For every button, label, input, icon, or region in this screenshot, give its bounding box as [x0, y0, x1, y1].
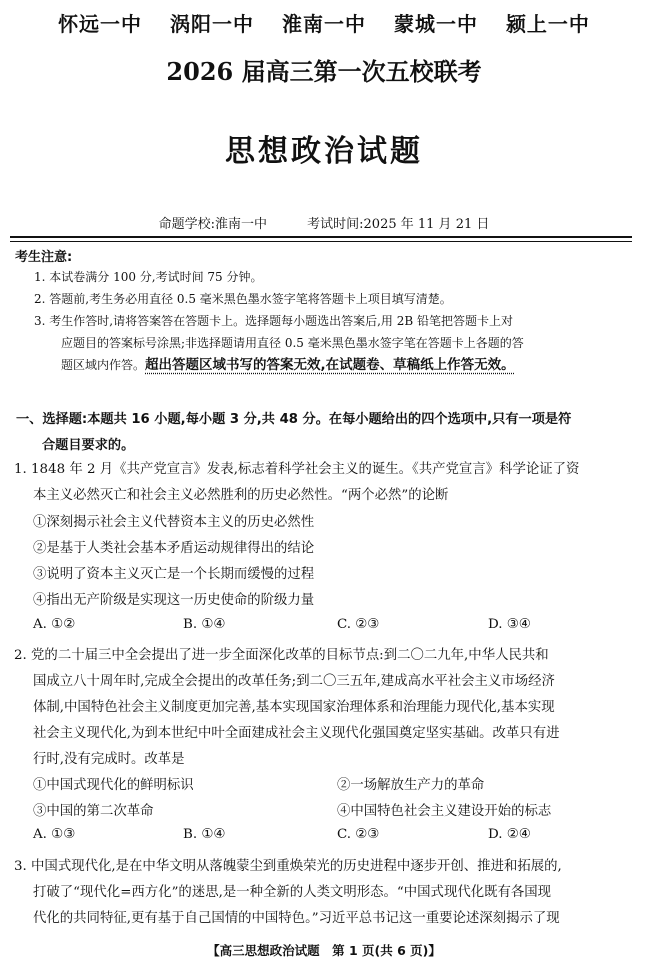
question-1-statement: ①深刻揭示社会主义代替资本主义的历史必然性 — [33, 515, 315, 530]
school-list — [0, 8, 648, 37]
question-2-stem: 社会主义现代化,为到本世纪中叶全面建成社会主义现代化强国奠定坚实基础。改革只有进 — [33, 726, 560, 741]
notice-emphasis: 超出答题区域书写的答案无效,在试题卷、草稿纸上作答无效。 — [145, 357, 515, 373]
notice-item-continued: 应题目的答案标号涂黑;非选择题请用直径 0.5 毫米黑色墨水签字笔在答题卡上各题的答 — [61, 336, 524, 350]
question-3-stem: 3. 中国式现代化,是在中华文明从落魄蒙尘到重焕荣光的历史进程中逐步开创、推进和拓展的, — [14, 859, 562, 874]
question-2-statement: ④中国特色社会主义建设开始的标志 — [337, 804, 552, 819]
question-2-statement: ②一场解放生产力的革命 — [337, 778, 485, 793]
question-2-stem: 行时,没有完成时。改革是 — [33, 752, 185, 767]
school-name: 蒙城一中 — [393, 12, 478, 36]
notice-item-continued — [61, 354, 634, 376]
question-2-option-a: A. ①③ — [33, 827, 76, 842]
question-1-option-d: D. ③④ — [488, 617, 531, 632]
divider-thin — [10, 241, 632, 242]
notice-text: 题区域内作答。 — [61, 358, 146, 372]
section-heading-line: 合题目要求的。 — [42, 438, 135, 453]
question-1-statement: ④指出无产阶级是实现这一历史使命的阶级力量 — [33, 593, 315, 608]
question-3-stem: 代化的共同特征,更有基于自己国情的中国特色。”习近平总书记这一重要论述深刻揭示了现 — [33, 911, 560, 926]
question-2-option-c: C. ②③ — [337, 827, 380, 842]
divider-thick — [10, 236, 632, 238]
notice-title: 考生注意: — [15, 250, 73, 265]
subject-title: 思想政治试题 — [225, 134, 423, 169]
question-2-option-d: D. ②④ — [488, 827, 531, 842]
section-heading — [16, 407, 636, 459]
question-2-option-b: B. ①④ — [183, 827, 226, 842]
notice-item: 2. 答题前,考生务必用直径 0.5 毫米黑色墨水签字笔将答题卡上项目填写清楚。 — [34, 292, 452, 306]
school-name: 淮南一中 — [282, 12, 366, 36]
question-1-statement: ③说明了资本主义灭亡是一个长期而缓慢的过程 — [33, 567, 315, 582]
school-name: 怀远一中 — [58, 12, 143, 36]
question-1-option-c: C. ②③ — [337, 617, 380, 632]
notice-item: 3. 考生作答时,请将答案答在答题卡上。选择题每小题选出答案后,用 2B 铅笔把答题卡上对 — [34, 314, 513, 328]
question-2-statement: ③中国的第二次革命 — [33, 804, 154, 819]
question-1-stem: 本主义必然灭亡和社会主义必然胜利的历史必然性。“两个必然”的论断 — [33, 488, 449, 503]
question-2-stem: 国成立八十周年时,完成全会提出的改革任务;到二〇三五年,建成高水平社会主义市场经济 — [33, 674, 555, 689]
page-footer: 【高三思想政治试题 第 1 页(共 6 页)】 — [207, 943, 441, 958]
question-2-stem: 体制,中国特色社会主义制度更加完善,基本实现国家治理体系和治理能力现代化,基本实现 — [33, 700, 555, 715]
question-2-stem: 2. 党的二十届三中全会提出了进一步全面深化改革的目标节点:到二〇二九年,中华人民共和 — [14, 648, 549, 663]
exam-date: 考试时间:2025 年 11 月 21 日 — [307, 217, 490, 232]
question-1-stem: 1. 1848 年 2 月《共产党宣言》发表,标志着科学社会主义的诞生。《共产党宣言》科学论证了资 — [14, 462, 580, 477]
exam-title: 2026 届高三第一次五校联考 — [166, 57, 482, 86]
section-heading-line: 一、选择题:本题共 16 小题,每小题 3 分,共 48 分。在每小题给出的四个选项中,只有一项是符 — [16, 412, 572, 427]
notice-item: 1. 本试卷满分 100 分,考试时间 75 分钟。 — [34, 270, 263, 284]
setter-school: 命题学校:淮南一中 — [158, 217, 268, 232]
question-2-statement: ①中国式现代化的鲜明标识 — [33, 778, 194, 793]
question-1-statement: ②是基于人类社会基本矛盾运动规律得出的结论 — [33, 541, 315, 556]
school-name: 涡阳一中 — [170, 12, 255, 36]
exam-meta — [0, 213, 648, 232]
question-1-option-a: A. ①② — [33, 617, 76, 632]
question-1-option-b: B. ①④ — [183, 617, 226, 632]
school-name: 颍上一中 — [505, 12, 590, 36]
question-3-stem: 打破了“现代化=西方化”的迷思,是一种全新的人类文明形态。“中国式现代化既有各国现 — [33, 885, 552, 900]
